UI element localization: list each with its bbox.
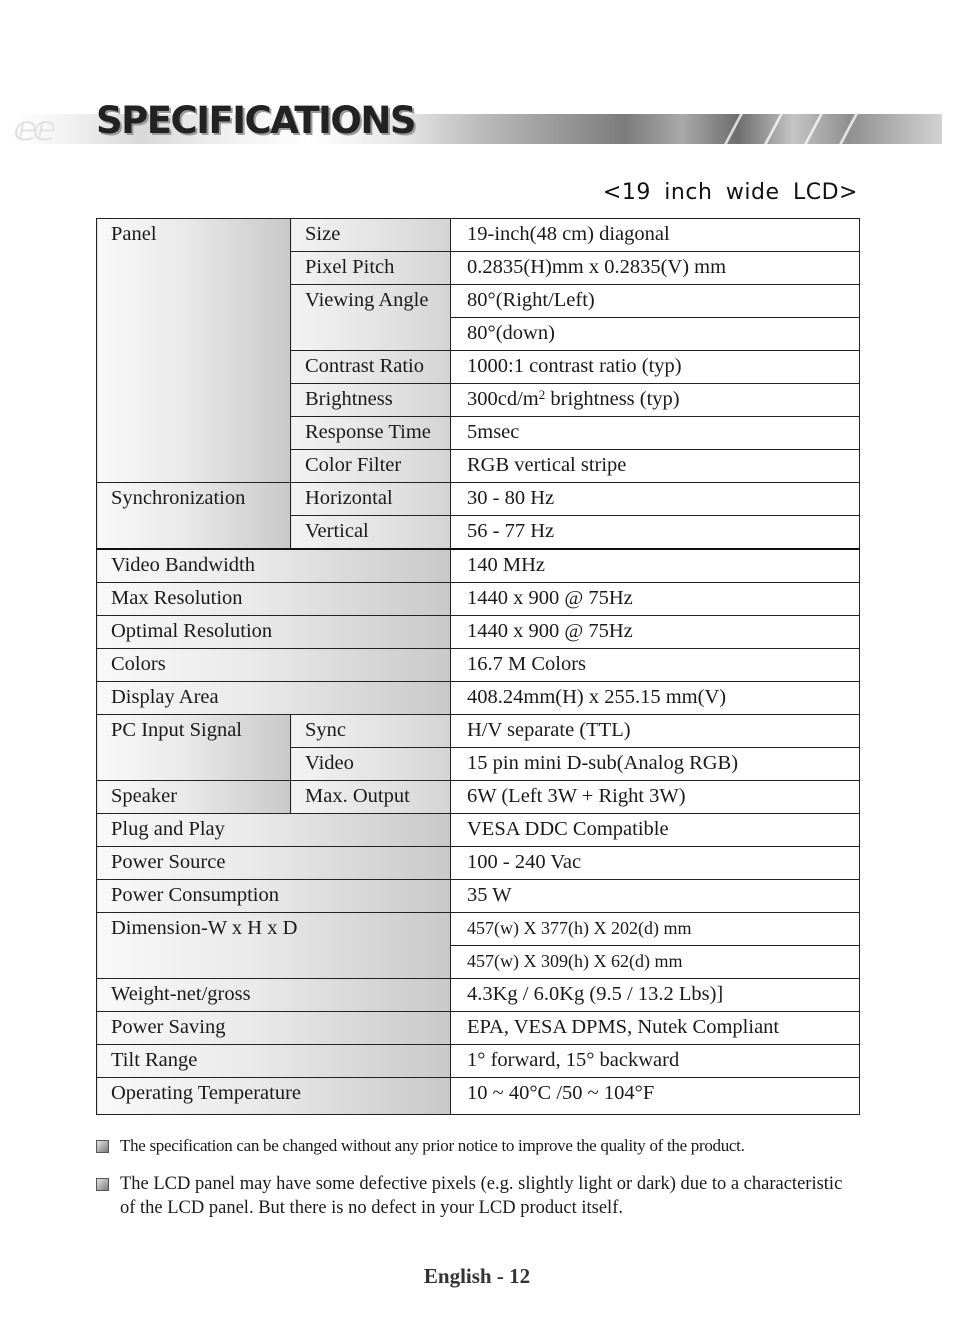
- header-banner: [12, 96, 942, 152]
- row-label-tilt-range: Tilt Range: [97, 1045, 451, 1078]
- value-brightness-main: 300cd/m: [467, 388, 539, 410]
- table-row: [97, 549, 860, 583]
- value-viewing-angle-down: 80°(down): [451, 318, 860, 351]
- value-weight: 4.3Kg / 6.0Kg (9.5 / 13.2 Lbs)]: [451, 979, 860, 1012]
- value-video-bandwidth: 140 MHz: [451, 549, 860, 583]
- row-label-colors: Colors: [97, 649, 451, 682]
- row-label-optimal-resolution: Optimal Resolution: [97, 616, 451, 649]
- value-viewing-angle-horizontal: 80°(Right/Left): [451, 285, 860, 318]
- sub-label-sync: Sync: [291, 715, 451, 748]
- note-text: The specification can be changed without any prior notice to improve the quality of the product.: [120, 1136, 745, 1155]
- value-contrast-ratio: 1000:1 contrast ratio (typ): [451, 351, 860, 384]
- banner-logo-mark-icon: ⅇⅇ: [14, 109, 53, 149]
- square-bullet-icon: [96, 1140, 109, 1153]
- table-row: [97, 1045, 860, 1078]
- value-color-filter: RGB vertical stripe: [451, 450, 860, 483]
- value-vertical: 56 - 77 Hz: [451, 516, 860, 550]
- value-brightness-suffix: brightness (typ): [545, 388, 680, 410]
- note-defective-pixels: [96, 1172, 856, 1220]
- row-label-panel: Panel: [97, 219, 291, 483]
- note-text: The LCD panel may have some defective pixels (e.g. slightly light or dark) due to a characteristic of the LCD panel. But there is no defect in your LCD product itself.: [120, 1174, 843, 1218]
- row-label-speaker: Speaker: [97, 781, 291, 814]
- row-label-pc-input-signal: PC Input Signal: [97, 715, 291, 781]
- note-specification-change: [96, 1134, 856, 1158]
- sub-label-vertical: Vertical: [291, 516, 451, 550]
- row-label-operating-temperature: Operating Temperature: [97, 1078, 451, 1115]
- sub-label-brightness: Brightness: [291, 384, 451, 417]
- table-row: [97, 814, 860, 847]
- value-power-source: 100 - 240 Vac: [451, 847, 860, 880]
- value-response-time: 5msec: [451, 417, 860, 450]
- row-label-weight: Weight-net/gross: [97, 979, 451, 1012]
- sub-label-pixel-pitch: Pixel Pitch: [291, 252, 451, 285]
- page-title: SPECIFICATIONS: [96, 99, 415, 142]
- value-colors: 16.7 M Colors: [451, 649, 860, 682]
- table-row: [97, 1078, 860, 1115]
- value-power-consumption: 35 W: [451, 880, 860, 913]
- table-row: [97, 880, 860, 913]
- row-label-display-area: Display Area: [97, 682, 451, 715]
- value-max-resolution: 1440 x 900 @ 75Hz: [451, 583, 860, 616]
- value-sync: H/V separate (TTL): [451, 715, 860, 748]
- sub-label-response-time: Response Time: [291, 417, 451, 450]
- page-number: English - 12: [423, 1264, 531, 1288]
- value-operating-temperature: 10 ~ 40°C /50 ~ 104°F: [451, 1078, 860, 1115]
- row-label-power-source: Power Source: [97, 847, 451, 880]
- row-label-max-resolution: Max Resolution: [97, 583, 451, 616]
- table-row: [97, 1012, 860, 1045]
- row-label-video-bandwidth: Video Bandwidth: [97, 549, 451, 583]
- sub-label-contrast-ratio: Contrast Ratio: [291, 351, 451, 384]
- sub-label-size: Size: [291, 219, 451, 252]
- table-row: [97, 682, 860, 715]
- row-label-power-saving: Power Saving: [97, 1012, 451, 1045]
- value-size: 19-inch(48 cm) diagonal: [451, 219, 860, 252]
- value-brightness: [451, 384, 860, 417]
- table-row: [97, 649, 860, 682]
- table-row: [97, 913, 860, 946]
- table-row: [97, 483, 860, 516]
- sub-label-color-filter: Color Filter: [291, 450, 451, 483]
- row-label-synchronization: Synchronization: [97, 483, 291, 550]
- table-row: [97, 219, 860, 252]
- value-max-output: 6W (Left 3W + Right 3W): [451, 781, 860, 814]
- value-power-saving: EPA, VESA DPMS, Nutek Compliant: [451, 1012, 860, 1045]
- specifications-table: [96, 218, 860, 1115]
- table-row: [97, 781, 860, 814]
- table-row: [97, 616, 860, 649]
- value-dimension-with-stand: 457(w) X 377(h) X 202(d) mm: [451, 913, 860, 946]
- value-pixel-pitch: 0.2835(H)mm x 0.2835(V) mm: [451, 252, 860, 285]
- value-optimal-resolution: 1440 x 900 @ 75Hz: [451, 616, 860, 649]
- sub-label-viewing-angle: Viewing Angle: [291, 285, 451, 351]
- value-brightness-superscript: 2: [538, 387, 546, 402]
- square-bullet-icon: [96, 1178, 109, 1191]
- table-row: [97, 715, 860, 748]
- row-label-power-consumption: Power Consumption: [97, 880, 451, 913]
- sub-label-horizontal: Horizontal: [291, 483, 451, 516]
- row-label-dimension: Dimension-W x H x D: [97, 913, 451, 979]
- value-horizontal: 30 - 80 Hz: [451, 483, 860, 516]
- row-label-plug-and-play: Plug and Play: [97, 814, 451, 847]
- value-display-area: 408.24mm(H) x 255.15 mm(V): [451, 682, 860, 715]
- value-dimension-without-stand: 457(w) X 309(h) X 62(d) mm: [451, 946, 860, 979]
- value-plug-and-play: VESA DDC Compatible: [451, 814, 860, 847]
- sub-label-max-output: Max. Output: [291, 781, 451, 814]
- value-tilt-range: 1° forward, 15° backward: [451, 1045, 860, 1078]
- table-row: [97, 847, 860, 880]
- sub-label-video: Video: [291, 748, 451, 781]
- table-row: [97, 583, 860, 616]
- model-subtitle: <19 inch wide LCD>: [602, 180, 858, 205]
- table-row: [97, 979, 860, 1012]
- value-video: 15 pin mini D-sub(Analog RGB): [451, 748, 860, 781]
